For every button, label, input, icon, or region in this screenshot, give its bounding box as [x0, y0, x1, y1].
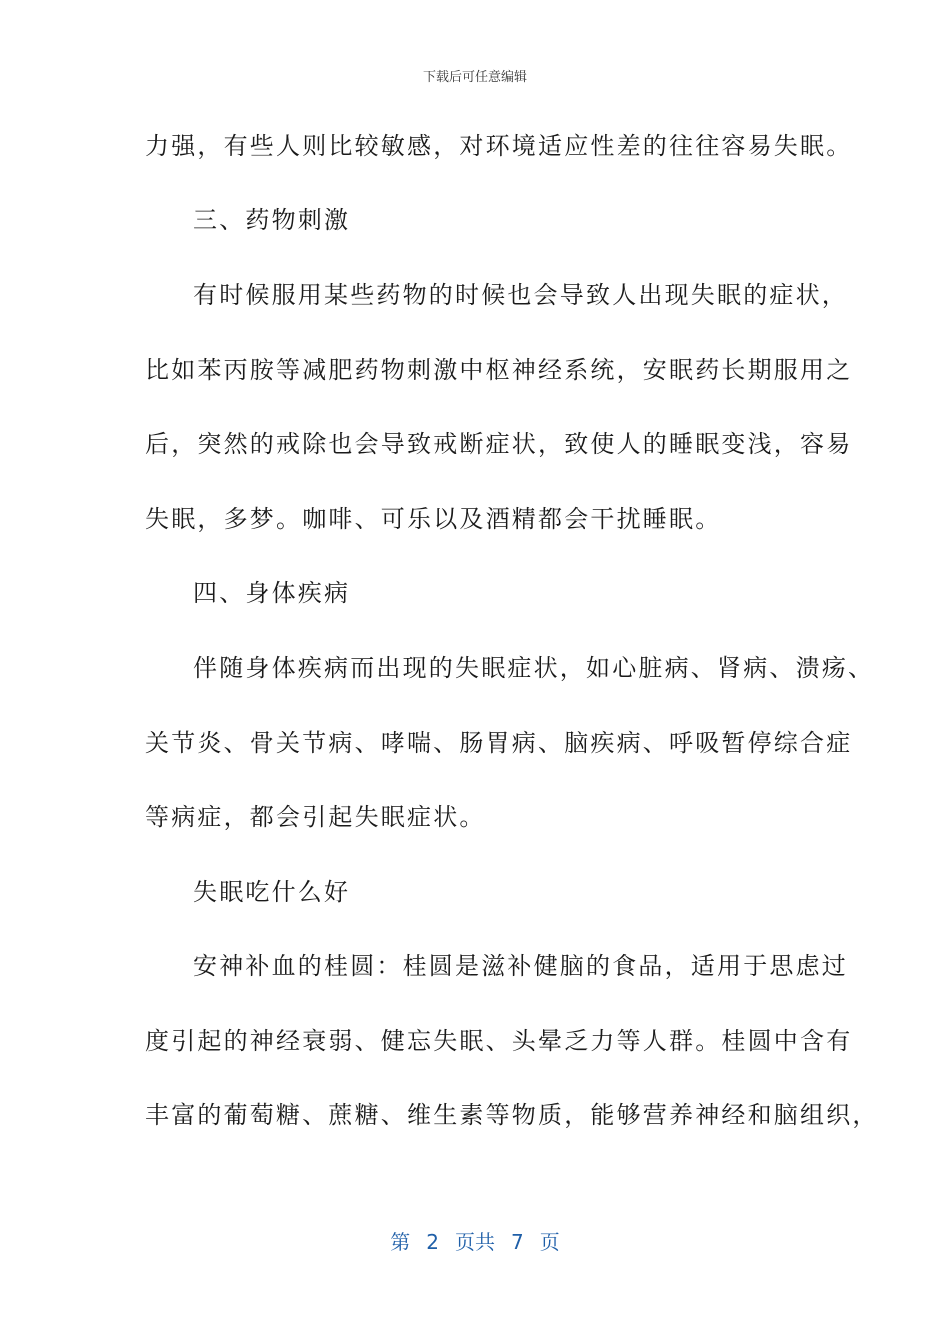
body-line-9: 关节炎、骨关节病、哮喘、肠胃病、脑疾病、呼吸暂停综合症	[145, 729, 853, 757]
section-heading-drug-stimulation: 三、药物刺激	[193, 206, 351, 234]
footer-middle: 页共	[455, 1230, 495, 1254]
footer-total-pages: 7	[511, 1230, 524, 1254]
section-heading-physical-illness: 四、身体疾病	[193, 579, 351, 607]
body-line-12: 安神补血的桂圆：桂圆是滋补健脑的食品，适用于思虑过	[193, 952, 848, 980]
footer-current-page: 2	[426, 1230, 439, 1254]
page-footer	[0, 1226, 950, 1255]
footer-suffix: 页	[539, 1230, 560, 1254]
body-line-14: 丰富的葡萄糖、蔗糖、维生素等物质，能够营养神经和脑组织，	[145, 1101, 879, 1129]
body-line-3: 有时候服用某些药物的时候也会导致人出现失眠的症状，	[193, 281, 848, 309]
header-note: 下载后可任意编辑	[422, 70, 527, 85]
body-line-5: 后，突然的戒除也会导致戒断症状，致使人的睡眠变浅，容易	[145, 430, 853, 458]
body-line-8: 伴随身体疾病而出现的失眠症状，如心脏病、肾病、溃疡、	[193, 654, 875, 682]
section-heading-what-to-eat: 失眠吃什么好	[193, 878, 351, 906]
body-line-13: 度引起的神经衰弱、健忘失眠、头晕乏力等人群。桂圆中含有	[145, 1027, 853, 1055]
body-line-4: 比如苯丙胺等减肥药物刺激中枢神经系统，安眠药长期服用之	[145, 356, 853, 384]
body-line-1: 力强，有些人则比较敏感，对环境适应性差的往往容易失眠。	[145, 132, 853, 160]
body-line-10: 等病症，都会引起失眠症状。	[145, 803, 486, 831]
footer-prefix: 第	[390, 1230, 411, 1254]
body-line-6: 失眠，多梦。咖啡、可乐以及酒精都会干扰睡眠。	[145, 505, 722, 533]
